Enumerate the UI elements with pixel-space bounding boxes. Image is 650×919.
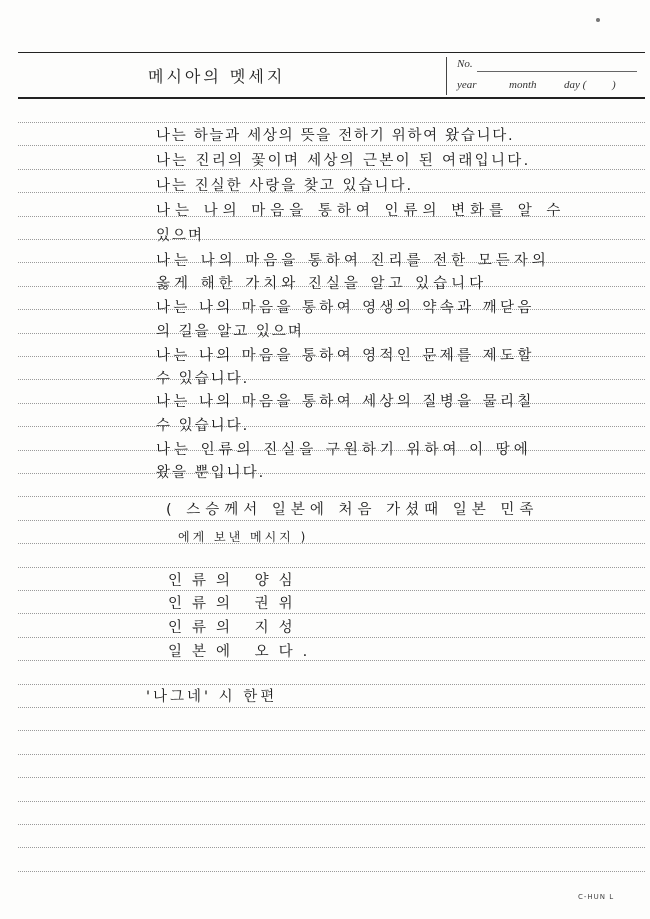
ruled-line bbox=[18, 145, 645, 146]
ruled-line bbox=[18, 847, 645, 848]
body-line: 왔을 뿐입니다. bbox=[156, 465, 266, 481]
body-line: 나는 나의 마음을 통하여 영생의 약속과 깨닫음 bbox=[156, 300, 535, 316]
signature-line: '나그네' 시 한편 bbox=[146, 689, 278, 705]
body-line: 나는 진리의 꽃이며 세상의 근본이 된 여래입니다. bbox=[156, 153, 531, 169]
ruled-line bbox=[18, 473, 645, 474]
ruled-line bbox=[18, 730, 645, 731]
body-line: 나는 진실한 사랑을 찾고 있습니다. bbox=[156, 178, 414, 194]
list-line: 인류의 양심 bbox=[168, 573, 303, 589]
ruled-line bbox=[18, 590, 645, 591]
year-label: year bbox=[457, 79, 477, 91]
ruled-line bbox=[18, 754, 645, 755]
no-underline bbox=[477, 71, 637, 72]
ruled-line bbox=[18, 824, 645, 825]
month-label: month bbox=[509, 79, 537, 91]
ruled-line bbox=[18, 379, 645, 380]
ruled-line bbox=[18, 543, 645, 544]
footer-code: C-HUN L bbox=[578, 893, 615, 901]
note-line: 에게 보낸 메시지 ) bbox=[178, 530, 309, 544]
no-label: No. bbox=[457, 58, 473, 70]
page-title: 메시아의 멧세지 bbox=[148, 67, 286, 86]
day-close: ) bbox=[612, 79, 616, 91]
ruled-line bbox=[18, 660, 645, 661]
corner-dot bbox=[596, 18, 600, 22]
body-line: 나는 나의 마음을 통하여 인류의 변화를 알 수 bbox=[156, 203, 566, 219]
list-line: 인류의 지성 bbox=[168, 620, 303, 636]
ruled-line bbox=[18, 801, 645, 802]
body-line: 나는 나의 마음을 통하여 세상의 질병을 물리칠 bbox=[156, 394, 535, 410]
body-line: 나는 나의 마음을 통하여 영적인 문제를 제도할 bbox=[156, 348, 535, 364]
ruled-line bbox=[18, 777, 645, 778]
top-rule bbox=[18, 52, 645, 53]
note-line: ( 스승께서 일본에 처음 가셨때 일본 민족 bbox=[166, 502, 539, 518]
header-rule bbox=[18, 97, 645, 99]
ruled-line bbox=[18, 333, 645, 334]
body-line: 나는 하늘과 세상의 뜻을 전하기 위하여 왔습니다. bbox=[156, 128, 515, 144]
body-line: 의 길을 알고 있으며 bbox=[156, 324, 304, 340]
body-line: 수 있습니다. bbox=[156, 371, 250, 387]
ruled-line bbox=[18, 496, 645, 497]
ruled-line bbox=[18, 567, 645, 568]
list-line: 인류의 권위 bbox=[168, 596, 303, 612]
ruled-line bbox=[18, 122, 645, 123]
ruled-line bbox=[18, 520, 645, 521]
ruled-line bbox=[18, 707, 645, 708]
ruled-line bbox=[18, 613, 645, 614]
day-label: day ( bbox=[564, 79, 587, 91]
body-line: 나는 인류의 진실을 구원하기 위하여 이 땅에 bbox=[156, 442, 532, 458]
ruled-line bbox=[18, 637, 645, 638]
body-line: 수 있습니다. bbox=[156, 418, 250, 434]
body-line: 있으며 bbox=[156, 228, 205, 244]
body-line: 나는 나의 마음을 통하여 진리를 전한 모든자의 bbox=[156, 253, 550, 269]
date-header-box bbox=[446, 57, 641, 95]
ruled-line bbox=[18, 871, 645, 872]
ruled-line bbox=[18, 426, 645, 427]
ruled-line bbox=[18, 684, 645, 685]
list-line: 일본에 오다. bbox=[168, 644, 318, 660]
ruled-line bbox=[18, 239, 645, 240]
body-line: 옳게 해한 가치와 진실을 알고 있습니다 bbox=[156, 276, 488, 292]
